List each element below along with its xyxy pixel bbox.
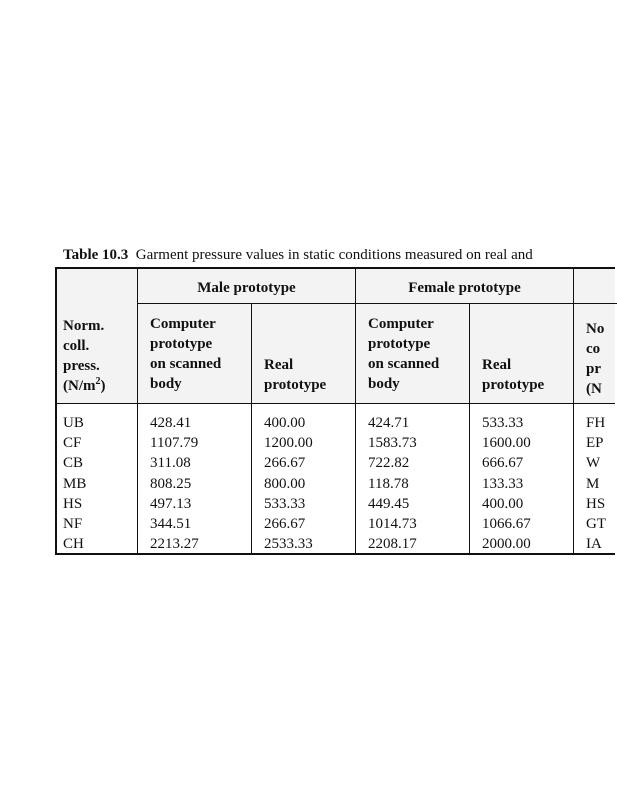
table-cell: 497.13 — [150, 495, 192, 512]
pressure-table — [55, 267, 615, 555]
male-real-column — [264, 413, 313, 554]
subheader-line: body — [150, 376, 182, 392]
table-cell: 1583.73 — [368, 435, 417, 452]
group-header-rule — [138, 303, 617, 304]
subheader-line: Computer — [368, 316, 434, 332]
male-computer-column — [150, 413, 199, 554]
subheader-male-computer — [150, 314, 221, 394]
row-labels-column — [63, 413, 86, 554]
table-cell: 533.33 — [482, 415, 524, 431]
row-label: CH — [63, 536, 84, 553]
table-cell: 428.41 — [150, 415, 192, 431]
subheader-line: No — [586, 321, 605, 337]
table-cell: 118.78 — [368, 475, 409, 492]
table-cell: 533.33 — [264, 495, 306, 512]
table-caption-text: Garment pressure values in static conditions measured on real and — [135, 247, 533, 263]
group-header-female: Female prototype — [408, 280, 521, 296]
table-cell: 666.67 — [482, 455, 524, 472]
row-label: UB — [63, 415, 84, 431]
table-cell: HS — [586, 495, 606, 512]
row-header-unit: (N/m — [63, 378, 96, 394]
row-header-line: coll. — [63, 338, 90, 354]
table-cell: 808.25 — [150, 475, 192, 492]
subheader-line: prototype — [264, 377, 327, 393]
row-header-unit-exponent: 2 — [95, 376, 101, 387]
table-cell: 2213.27 — [150, 536, 199, 553]
subheader-line: body — [368, 376, 400, 392]
subheader-line: co — [586, 341, 601, 357]
subheader-male-real — [264, 355, 326, 395]
table-cell: GT — [586, 516, 606, 533]
female-real-column — [482, 413, 531, 554]
subheader-female-real — [482, 355, 544, 395]
row-header-line — [63, 376, 106, 396]
row-label: NF — [63, 516, 83, 533]
female-computer-column — [368, 413, 417, 554]
table-cell: 449.45 — [368, 495, 410, 512]
group-divider — [355, 269, 356, 553]
group-divider-right — [573, 269, 574, 553]
subheader-line: prototype — [482, 377, 545, 393]
table-cell: 311.08 — [150, 455, 191, 472]
table-cell: 2533.33 — [264, 536, 313, 553]
male-subcolumn-divider — [251, 304, 252, 553]
table-cell: M — [586, 475, 600, 492]
subheader-female-computer — [368, 314, 439, 394]
subheader-line: Computer — [150, 316, 216, 332]
row-label: MB — [63, 475, 87, 492]
subheader-line: prototype — [150, 336, 213, 352]
table-cell: 2208.17 — [368, 536, 417, 553]
table-cell: 1066.67 — [482, 516, 531, 533]
subheader-line: pr — [586, 361, 601, 377]
table-cell: 424.71 — [368, 415, 410, 431]
table-cell: 400.00 — [482, 495, 524, 512]
row-header-line: press. — [63, 358, 100, 374]
subheader-line: (N — [586, 381, 602, 397]
row-label-divider — [137, 269, 138, 553]
subheader-line: on scanned — [150, 356, 222, 372]
table-cell: 800.00 — [264, 475, 306, 492]
table-caption — [63, 246, 533, 264]
subheader-line: Real — [264, 357, 294, 373]
female-subcolumn-divider — [469, 304, 470, 553]
table-cell: 133.33 — [482, 475, 524, 492]
table-cell: 266.67 — [264, 455, 306, 472]
subheader-line: Real — [482, 357, 512, 373]
row-header-unit-close: ) — [100, 378, 106, 394]
table-cell: 400.00 — [264, 415, 306, 431]
table-cell: FH — [586, 415, 606, 431]
table-cell: 2000.00 — [482, 536, 531, 553]
row-label: CB — [63, 455, 84, 472]
table-cell: 266.67 — [264, 516, 306, 533]
table-cell: 1107.79 — [150, 435, 199, 452]
table-cell: W — [586, 455, 601, 472]
subheader-line: on scanned — [368, 356, 440, 372]
row-label: HS — [63, 495, 83, 512]
row-label: CF — [63, 435, 82, 452]
partial-column — [586, 413, 606, 554]
group-header-male: Male prototype — [197, 280, 296, 296]
table-cell: 1014.73 — [368, 516, 417, 533]
table-cell: 1600.00 — [482, 435, 531, 452]
table-caption-label: Table 10.3 — [63, 247, 129, 263]
row-header-norm-coll-press — [63, 316, 106, 396]
table-cell: 344.51 — [150, 516, 192, 533]
table-cell: IA — [586, 536, 602, 553]
row-header-line: Norm. — [63, 318, 105, 334]
table-cell: 1200.00 — [264, 435, 313, 452]
table-cell: 722.82 — [368, 455, 410, 472]
subheader-line: prototype — [368, 336, 431, 352]
table-cell: EP — [586, 435, 604, 452]
subheader-partial — [586, 319, 604, 399]
